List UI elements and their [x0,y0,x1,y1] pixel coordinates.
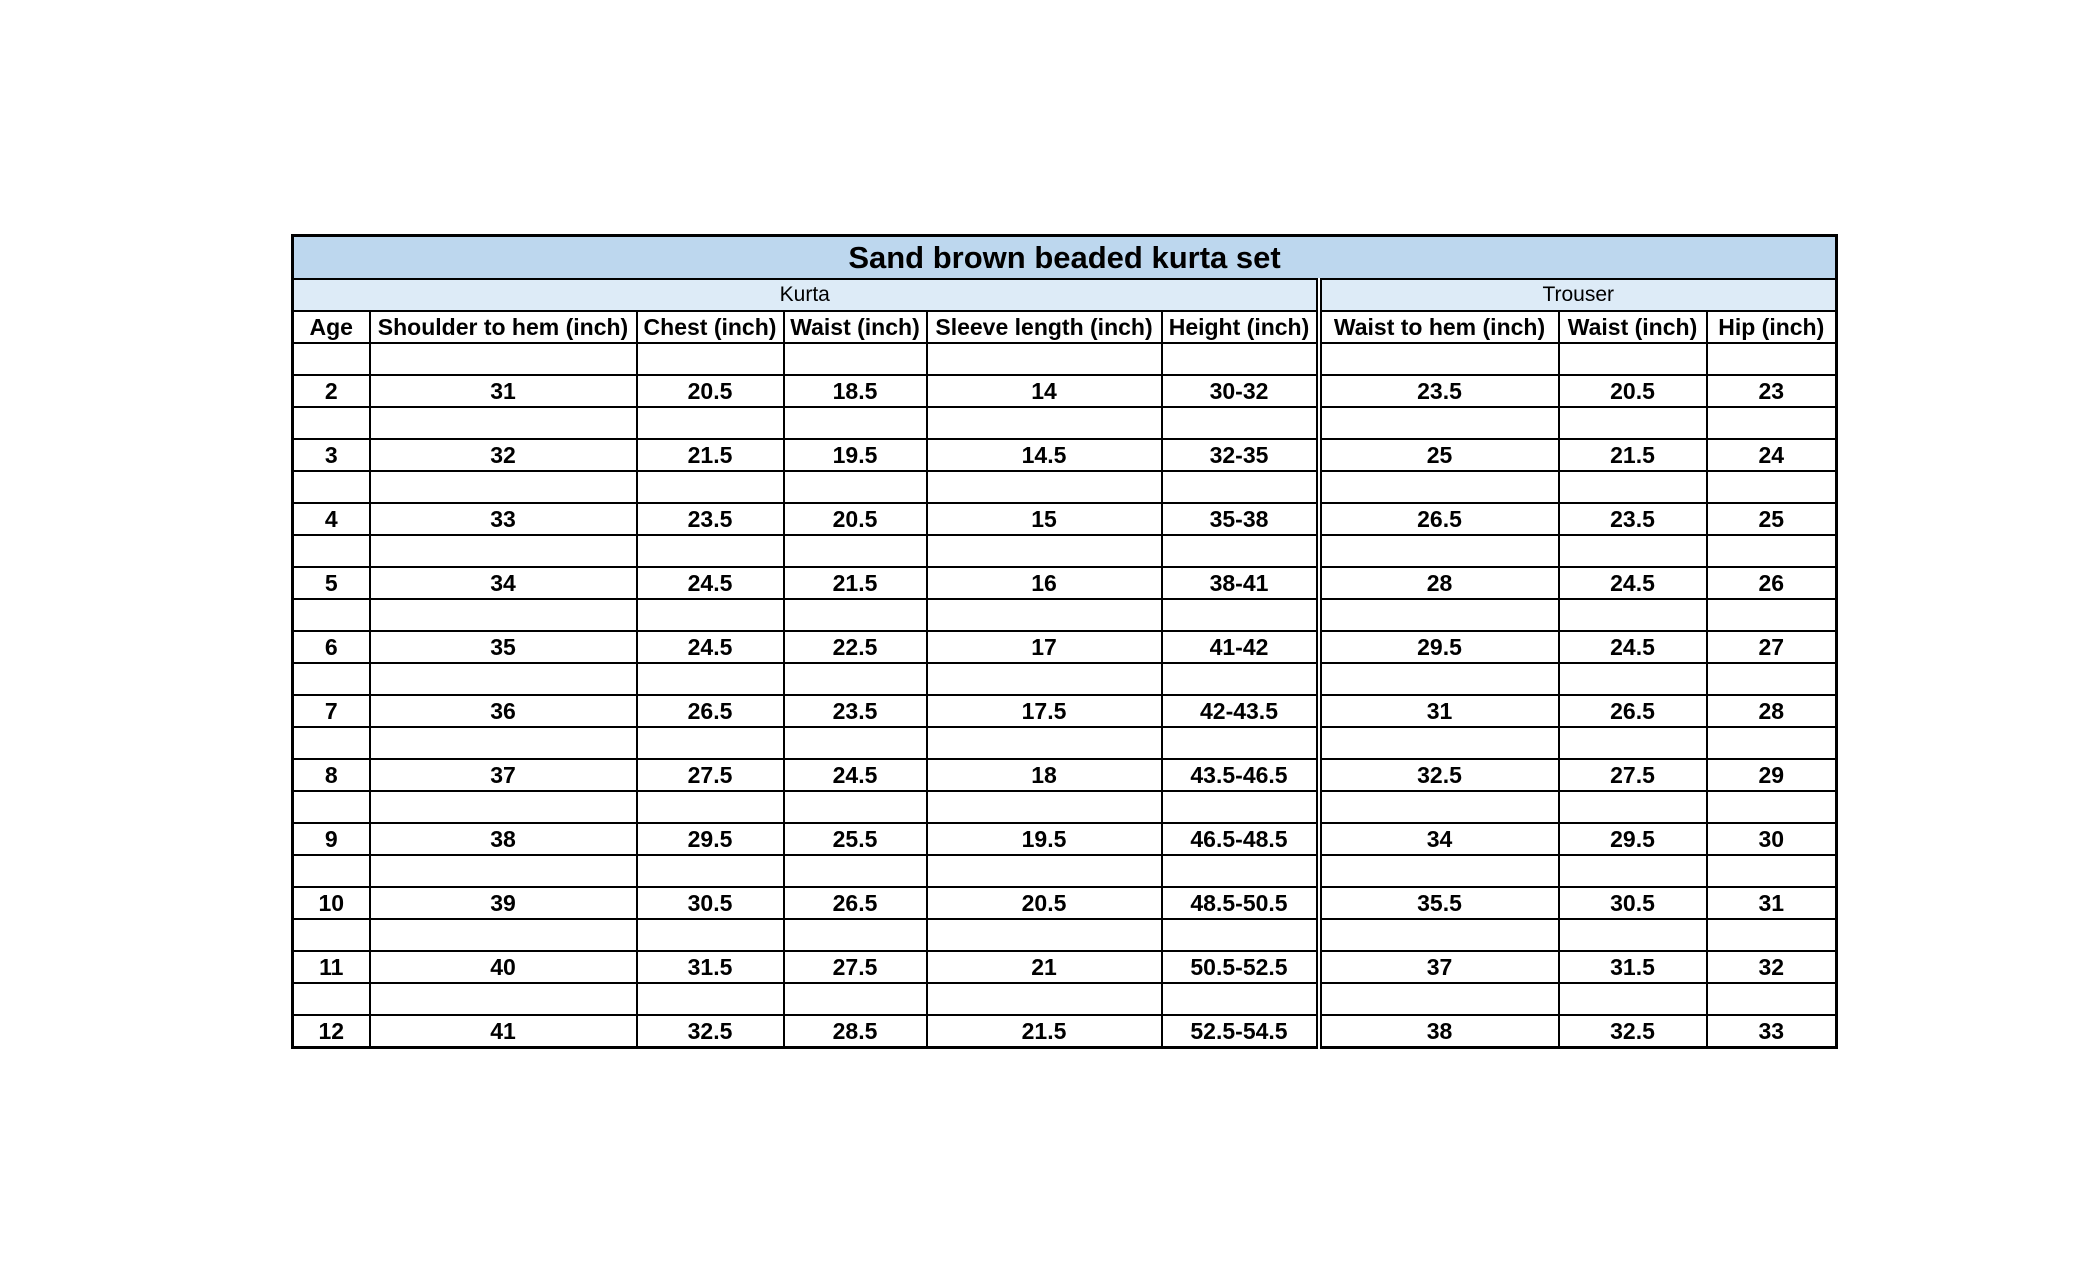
spacer-cell [784,663,927,695]
spacer-cell [293,663,370,695]
spacer-cell [1707,791,1837,823]
cell-height: 43.5-46.5 [1162,759,1319,791]
spacer-cell [1319,407,1559,439]
spacer-cell [370,535,637,567]
header-sleeve-length: Sleeve length (inch) [927,311,1162,343]
cell-height: 52.5-54.5 [1162,1015,1319,1048]
spacer-cell [1319,791,1559,823]
spacer-cell [1162,983,1319,1015]
spacer-cell [1559,983,1707,1015]
cell-hip: 26 [1707,567,1837,599]
cell-trouser-waist: 32.5 [1559,1015,1707,1048]
spacer-cell [293,919,370,951]
spacer-cell [637,727,784,759]
spacer-cell [370,343,637,375]
cell-age: 10 [293,887,370,919]
cell-trouser-waist: 29.5 [1559,823,1707,855]
cell-height: 35-38 [1162,503,1319,535]
cell-shoulder-to-hem: 40 [370,951,637,983]
cell-age: 2 [293,375,370,407]
cell-chest: 30.5 [637,887,784,919]
cell-shoulder-to-hem: 41 [370,1015,637,1048]
cell-shoulder-to-hem: 38 [370,823,637,855]
spacer-cell [784,471,927,503]
spacer-cell [927,663,1162,695]
spacer-cell [370,855,637,887]
spacer-row [293,983,1837,1015]
chart-title: Sand brown beaded kurta set [293,236,1837,280]
cell-hip: 27 [1707,631,1837,663]
spacer-cell [784,343,927,375]
spacer-row [293,791,1837,823]
cell-hip: 25 [1707,503,1837,535]
cell-trouser-waist: 20.5 [1559,375,1707,407]
section-row [293,279,1837,311]
cell-waist-to-hem: 28 [1319,567,1559,599]
spacer-cell [1559,791,1707,823]
spacer-cell [1559,727,1707,759]
cell-sleeve-length: 17.5 [927,695,1162,727]
cell-kurta-waist: 22.5 [784,631,927,663]
spacer-cell [927,471,1162,503]
cell-hip: 23 [1707,375,1837,407]
spacer-cell [293,599,370,631]
spacer-cell [293,791,370,823]
cell-shoulder-to-hem: 34 [370,567,637,599]
spacer-cell [927,727,1162,759]
header-height: Height (inch) [1162,311,1319,343]
cell-sleeve-length: 20.5 [927,887,1162,919]
cell-trouser-waist: 26.5 [1559,695,1707,727]
size-chart-table [291,234,1838,1049]
spacer-cell [637,855,784,887]
cell-chest: 24.5 [637,567,784,599]
cell-hip: 31 [1707,887,1837,919]
spacer-cell [1559,343,1707,375]
cell-sleeve-length: 14.5 [927,439,1162,471]
cell-chest: 27.5 [637,759,784,791]
spacer-cell [637,599,784,631]
header-waist-to-hem: Waist to hem (inch) [1319,311,1559,343]
table-row [293,375,1837,407]
spacer-cell [1162,407,1319,439]
spacer-row [293,855,1837,887]
spacer-cell [784,919,927,951]
spacer-cell [293,727,370,759]
spacer-cell [927,407,1162,439]
spacer-cell [370,919,637,951]
cell-waist-to-hem: 34 [1319,823,1559,855]
cell-shoulder-to-hem: 36 [370,695,637,727]
cell-kurta-waist: 21.5 [784,567,927,599]
spacer-cell [1162,599,1319,631]
spacer-cell [293,983,370,1015]
section-kurta: Kurta [293,279,1319,311]
spacer-cell [927,855,1162,887]
spacer-cell [927,983,1162,1015]
spacer-row [293,727,1837,759]
column-header-row [293,311,1837,343]
cell-waist-to-hem: 23.5 [1319,375,1559,407]
table-row [293,503,1837,535]
spacer-cell [370,599,637,631]
cell-age: 5 [293,567,370,599]
spacer-cell [1707,599,1837,631]
cell-chest: 24.5 [637,631,784,663]
spacer-cell [293,343,370,375]
cell-trouser-waist: 24.5 [1559,631,1707,663]
header-shoulder-to-hem: Shoulder to hem (inch) [370,311,637,343]
cell-height: 38-41 [1162,567,1319,599]
cell-chest: 26.5 [637,695,784,727]
cell-shoulder-to-hem: 31 [370,375,637,407]
spacer-cell [1559,919,1707,951]
cell-chest: 29.5 [637,823,784,855]
cell-hip: 30 [1707,823,1837,855]
cell-waist-to-hem: 25 [1319,439,1559,471]
spacer-cell [293,535,370,567]
cell-trouser-waist: 21.5 [1559,439,1707,471]
cell-waist-to-hem: 38 [1319,1015,1559,1048]
cell-hip: 33 [1707,1015,1837,1048]
spacer-cell [784,791,927,823]
cell-age: 8 [293,759,370,791]
spacer-cell [784,599,927,631]
table-row [293,823,1837,855]
cell-height: 41-42 [1162,631,1319,663]
cell-chest: 20.5 [637,375,784,407]
spacer-row [293,471,1837,503]
cell-sleeve-length: 15 [927,503,1162,535]
cell-hip: 28 [1707,695,1837,727]
cell-height: 50.5-52.5 [1162,951,1319,983]
spacer-cell [1319,343,1559,375]
cell-sleeve-length: 21.5 [927,1015,1162,1048]
cell-chest: 23.5 [637,503,784,535]
spacer-cell [784,983,927,1015]
spacer-cell [927,343,1162,375]
cell-waist-to-hem: 31 [1319,695,1559,727]
spacer-cell [1707,855,1837,887]
cell-age: 9 [293,823,370,855]
spacer-cell [1162,471,1319,503]
spacer-cell [370,983,637,1015]
spacer-cell [1707,983,1837,1015]
cell-hip: 32 [1707,951,1837,983]
spacer-cell [784,727,927,759]
spacer-cell [293,855,370,887]
cell-trouser-waist: 30.5 [1559,887,1707,919]
spacer-cell [1559,407,1707,439]
spacer-cell [1559,535,1707,567]
spacer-cell [637,343,784,375]
spacer-cell [1319,855,1559,887]
cell-age: 4 [293,503,370,535]
spacer-cell [370,471,637,503]
spacer-cell [1707,343,1837,375]
cell-shoulder-to-hem: 33 [370,503,637,535]
cell-trouser-waist: 27.5 [1559,759,1707,791]
cell-shoulder-to-hem: 32 [370,439,637,471]
spacer-cell [1319,535,1559,567]
spacer-row [293,599,1837,631]
spacer-cell [293,471,370,503]
spacer-cell [784,535,927,567]
spacer-cell [1162,535,1319,567]
cell-height: 42-43.5 [1162,695,1319,727]
spacer-cell [637,791,784,823]
cell-trouser-waist: 23.5 [1559,503,1707,535]
table-row [293,631,1837,663]
cell-sleeve-length: 16 [927,567,1162,599]
spacer-row [293,919,1837,951]
spacer-cell [1707,727,1837,759]
cell-height: 30-32 [1162,375,1319,407]
spacer-cell [1319,727,1559,759]
cell-age: 7 [293,695,370,727]
spacer-cell [1707,471,1837,503]
spacer-cell [1162,919,1319,951]
spacer-cell [784,407,927,439]
cell-height: 48.5-50.5 [1162,887,1319,919]
spacer-cell [637,663,784,695]
cell-sleeve-length: 14 [927,375,1162,407]
cell-height: 32-35 [1162,439,1319,471]
spacer-cell [1559,663,1707,695]
header-hip: Hip (inch) [1707,311,1837,343]
spacer-cell [293,407,370,439]
cell-shoulder-to-hem: 35 [370,631,637,663]
cell-age: 3 [293,439,370,471]
table-row [293,887,1837,919]
title-row [293,236,1837,280]
cell-sleeve-length: 17 [927,631,1162,663]
table-row [293,1015,1837,1048]
cell-age: 12 [293,1015,370,1048]
size-chart-body [293,343,1837,1048]
spacer-cell [1559,855,1707,887]
spacer-cell [1162,855,1319,887]
cell-waist-to-hem: 29.5 [1319,631,1559,663]
cell-kurta-waist: 27.5 [784,951,927,983]
cell-waist-to-hem: 35.5 [1319,887,1559,919]
spacer-cell [1319,599,1559,631]
cell-shoulder-to-hem: 37 [370,759,637,791]
cell-kurta-waist: 20.5 [784,503,927,535]
cell-sleeve-length: 18 [927,759,1162,791]
spacer-cell [927,535,1162,567]
spacer-cell [1707,919,1837,951]
spacer-cell [1319,983,1559,1015]
spacer-row [293,343,1837,375]
spacer-cell [1707,535,1837,567]
cell-shoulder-to-hem: 39 [370,887,637,919]
spacer-row [293,535,1837,567]
cell-kurta-waist: 24.5 [784,759,927,791]
cell-hip: 24 [1707,439,1837,471]
spacer-cell [1162,663,1319,695]
table-row [293,439,1837,471]
section-trouser: Trouser [1319,279,1837,311]
header-chest: Chest (inch) [637,311,784,343]
spacer-row [293,663,1837,695]
spacer-cell [637,471,784,503]
spacer-cell [1559,471,1707,503]
cell-waist-to-hem: 37 [1319,951,1559,983]
spacer-cell [784,855,927,887]
cell-trouser-waist: 24.5 [1559,567,1707,599]
spacer-cell [927,791,1162,823]
cell-sleeve-length: 19.5 [927,823,1162,855]
header-kurta-waist: Waist (inch) [784,311,927,343]
spacer-cell [1319,919,1559,951]
cell-kurta-waist: 19.5 [784,439,927,471]
spacer-cell [637,407,784,439]
spacer-cell [927,919,1162,951]
spacer-cell [637,919,784,951]
spacer-cell [370,663,637,695]
table-row [293,951,1837,983]
cell-waist-to-hem: 32.5 [1319,759,1559,791]
table-row [293,695,1837,727]
cell-hip: 29 [1707,759,1837,791]
cell-trouser-waist: 31.5 [1559,951,1707,983]
cell-age: 11 [293,951,370,983]
spacer-cell [1162,727,1319,759]
cell-sleeve-length: 21 [927,951,1162,983]
cell-kurta-waist: 26.5 [784,887,927,919]
cell-chest: 21.5 [637,439,784,471]
spacer-cell [370,791,637,823]
cell-age: 6 [293,631,370,663]
table-row [293,567,1837,599]
spacer-cell [1162,791,1319,823]
cell-chest: 31.5 [637,951,784,983]
header-age: Age [293,311,370,343]
cell-height: 46.5-48.5 [1162,823,1319,855]
spacer-cell [1162,343,1319,375]
spacer-cell [927,599,1162,631]
spacer-cell [637,983,784,1015]
spacer-cell [370,407,637,439]
spacer-cell [1707,663,1837,695]
cell-kurta-waist: 23.5 [784,695,927,727]
spacer-cell [370,727,637,759]
spacer-cell [1559,599,1707,631]
cell-kurta-waist: 18.5 [784,375,927,407]
table-row [293,759,1837,791]
spacer-cell [1319,471,1559,503]
spacer-row [293,407,1837,439]
cell-waist-to-hem: 26.5 [1319,503,1559,535]
cell-kurta-waist: 25.5 [784,823,927,855]
header-trouser-waist: Waist (inch) [1559,311,1707,343]
cell-kurta-waist: 28.5 [784,1015,927,1048]
spacer-cell [1319,663,1559,695]
cell-chest: 32.5 [637,1015,784,1048]
spacer-cell [637,535,784,567]
spacer-cell [1707,407,1837,439]
